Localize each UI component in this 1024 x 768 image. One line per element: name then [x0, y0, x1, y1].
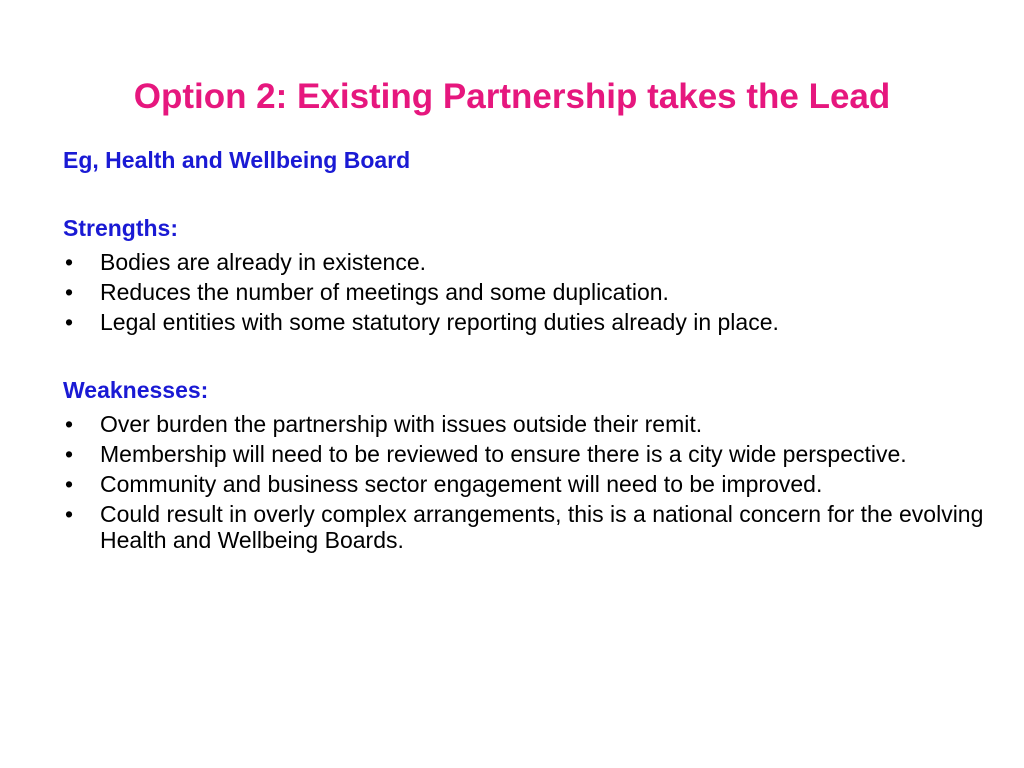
slide-content — [63, 143, 1008, 557]
weakness-item-text: Community and business sector engagement will need to be improved. — [100, 471, 823, 497]
weaknesses-list — [63, 411, 1008, 553]
strengths-list — [63, 249, 1008, 335]
strength-item-text: Legal entities with some statutory reporting duties already in place. — [100, 309, 779, 335]
strength-item — [63, 279, 1008, 305]
bullet-icon: • — [65, 249, 74, 275]
subtitle: Eg, Health and Wellbeing Board — [63, 147, 411, 173]
bullet-icon: • — [65, 309, 74, 335]
bullet-icon: • — [65, 279, 74, 305]
strength-item-text: Reduces the number of meetings and some duplication. — [100, 279, 669, 305]
weakness-item-text: Over burden the partnership with issues outside their remit. — [100, 411, 703, 437]
weakness-item-text: Membership will need to be reviewed to ensure there is a city wide perspective. — [100, 441, 907, 467]
weakness-item — [63, 441, 1008, 467]
weaknesses-heading: Weaknesses: — [63, 377, 209, 403]
bullet-icon: • — [65, 411, 74, 437]
spacer — [63, 339, 1008, 373]
weakness-item — [63, 471, 1008, 497]
strengths-heading: Strengths: — [63, 215, 178, 241]
weakness-item — [63, 501, 1008, 553]
bullet-icon: • — [65, 501, 74, 527]
strength-item — [63, 249, 1008, 275]
bullet-icon: • — [65, 471, 74, 497]
weakness-item-text: Could result in overly complex arrangements, this is a national concern for the evolving Health and Wellbeing Boards. — [100, 501, 984, 553]
strength-item-text: Bodies are already in existence. — [100, 249, 427, 275]
weakness-item — [63, 411, 1008, 437]
strength-item — [63, 309, 1008, 335]
spacer — [63, 177, 1008, 211]
bullet-icon: • — [65, 441, 74, 467]
slide-title: Option 2: Existing Partnership takes the Lead — [133, 77, 891, 116]
